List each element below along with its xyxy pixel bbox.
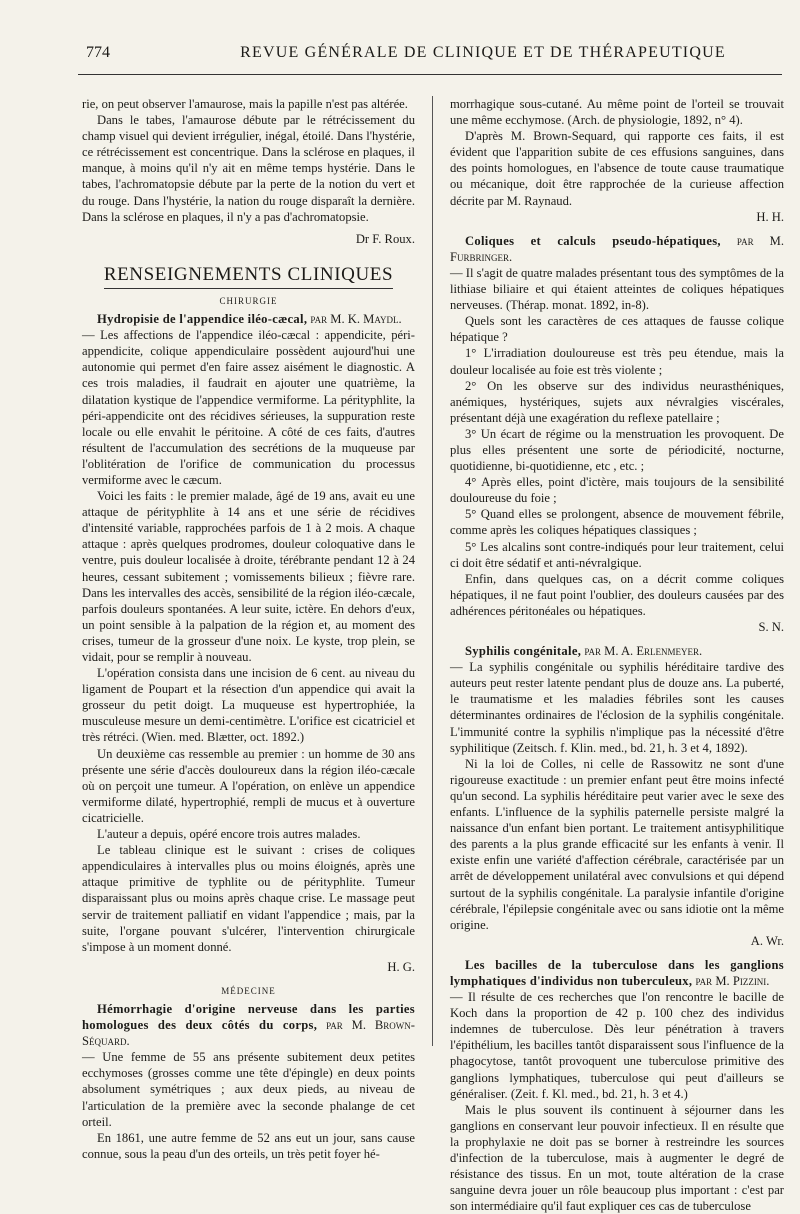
signature: Dr F. Roux. — [355, 231, 415, 246]
article-title: Hémorrhagie d'origine nerveuse dans les parties homologues des deux côtés du corps, — [82, 1001, 415, 1033]
paragraph: Dans le tabes, l'amaurose débute par le rétrécissement du champ visuel qui devient irrégulier, inégal, étoilé. Dans l'hystérie, ce rétrécissement est concentrique. Dans la sclérose en plaques, il manque, à moins qu'il n'y ait en même temps hystérie. Dans le tabes, l'achromatopsie débute par la perte de la notion du vert et du rouge. Dans l'hystérie, la nation du rouge disparaît la dernière. Dans la sclérose en plaques, il n'y a pas d'achromatopsie. — [82, 113, 415, 224]
paragraph: L'auteur a depuis, opéré encore trois autres malades. — [97, 827, 361, 842]
article-lead — [450, 643, 784, 659]
list-item: 5° Quand elles se prolongent, absence de mouvement fébrile, comme après les coliques hépatiques classiques ; — [450, 507, 784, 538]
left-column — [82, 96, 415, 1161]
paragraph: — La syphilis congénitale ou syphilis héréditaire tardive des auteurs peut rester latente pendant plus de douze ans. La puberté, le traumatisme et les maladies fébriles sont les causes déterminantes ordinaires de l'éclosion de la syphilis congénitale. L'immunité contre la syphilis n'implique pas la nécessité d'être syphilitique (Zeitsch. f. Klin. med., bd. 21, h. 3 et 4, 1892). — [450, 660, 784, 755]
paragraph: L'opération consista dans une incision de 6 cent. au niveau du ligament de Poupart et la résection d'un appendice qui avait la grosseur du petit doigt. La muqueuse est hypertrophiée, la musculeuse mesure un demi-centimètre. L'orifice est cicatriciel et très rétréci. (Wien. med. Blætter, oct. 1892.) — [82, 666, 415, 745]
list-item: 1° L'irradiation douloureuse est très peu étendue, mais la douleur localisée au foie est très violente ; — [450, 346, 784, 377]
article-byline: par M. Furbringer. — [450, 233, 785, 264]
category-label: CHIRURGIE — [219, 295, 278, 306]
paragraph: Ni la loi de Colles, ni celle de Rassowitz ne sont d'une rigoureuse exactitude : un premier enfant peut être moins infecté qu'un second. La syphilis héréditaire peut varier avec le sexe des enfants. L'influence de la syphilis paternelle persiste malgré la naissance d'un enfant bien portant. Le traitement antisyphilitique des parents a la plus grande efficacité sur les enfants à venir. Il existe enfin une variété d'affection cérébrale, caractérisée par un arrêt de développement unilatéral avec convulsions et qui dépend surtout de la syphilis congénitale. La paralysie infantile d'origine cérébrale, l'épilepsie congénitale avec ou sans idiotie ont la même origine. — [450, 756, 784, 932]
article-lead — [82, 1001, 415, 1049]
right-column — [450, 96, 785, 1214]
running-title: REVUE GÉNÉRALE DE CLINIQUE ET DE THÉRAPEUTIQUE — [240, 44, 726, 61]
column-divider — [432, 96, 433, 1046]
paragraph: — Une femme de 55 ans présente subitement deux petites ecchymoses (grosses comme une tête d'épingle) en deux points absolument symétriques ; aux deux pieds, au niveau de l'articulation de la première avec la seconde phalange de cet orteil. — [82, 1050, 415, 1129]
paragraph: — Il s'agit de quatre malades présentant tous des symptômes de la lithiase biliaire et qui étaient atteintes de coliques hépatiques nerveuses. (Thérap. monat. 1892, in-8). — [450, 265, 784, 313]
list-item: 4° Après elles, point d'ictère, mais toujours de la sensibilité douloureuse du foie ; — [450, 475, 784, 506]
article-byline: par M. Brown-Séquard. — [82, 1018, 415, 1049]
list-item: 5° Les alcalins sont contre-indiqués pour leur traitement, celui ci doit être sédatif et anti-névralgique. — [450, 539, 784, 570]
article-title: Hydropisie de l'appendice iléo-cæcal, — [97, 312, 308, 327]
section-title — [82, 263, 415, 285]
paragraph: Le tableau clinique est le suivant : crises de coliques appendiculaires à intervalles plus ou moins éloignés, après une attaque primitive de typhlite ou de pérityphlite. Tumeur disparaissant plus ou moins après chaque crise. Le massage peut servir de traitement palliatif en vidant l'appendice ; mais, par la suite, l'organe pouvant s'ulcérer, l'intervention chirurgicale s'impose à un moment donné. — [82, 843, 415, 954]
article-title: Syphilis congénitale, — [465, 644, 582, 659]
paragraph: Voici les faits : le premier malade, âgé de 19 ans, avait eu une attaque de pérityphlite à 14 ans et une série de récidives d'intensité variable, rapprochées parfois de 1 à 2 mois. A chaque attaque : après quelques prodromes, douleur coloquative dans le ventre, puis douleur localisée à droite, térébrante pendant 12 à 24 heures, cessant subitement ; vomissements bilieux ; fièvre rare. Dans les intervalles des accès, sensibilité de la région iléo-cæcale, parfois douleurs spontanées. A leur suite, ictère. En dehors d'eux, un point sensible à la palpation de la région et, au moment des crises, tumeur de la grosseur d'une noix. Le kyste, trop plein, se vidait, pour se remplir à nouveau. — [82, 489, 415, 664]
paragraph: Enfin, dans quelques cas, on a décrit comme coliques hépatiques, il ne faut point l'oublier, des douleurs causées par des adhérences péritonéales ou hépatiques. — [450, 571, 784, 618]
paragraph: morrhagique sous-cutané. Au même point de l'orteil se trouvait une même ecchymose. (Arch. de physiologie, 1892, n° 4). — [450, 97, 784, 128]
list-item: 2° On les observe sur des individus neurasthéniques, anémiques, hystériques, sujets aux névralgies viscérales, présentant déjà une exagération du reflexe patellaire ; — [450, 378, 784, 425]
article-byline: par M. K. Maydl. — [307, 312, 402, 327]
paragraph: Quels sont les caractères de ces attaques de fausse colique hépatique ? — [450, 314, 784, 345]
page-header — [78, 44, 778, 68]
article-byline: par M. Pizzini. — [692, 973, 770, 988]
section-title-text: RENSEIGNEMENTS CLINIQUES — [104, 264, 393, 289]
paragraph: Mais le plus souvent ils continuent à séjourner dans les ganglions en conservant leur pouvoir infectieux. Il en résulte que la prophylaxie ne doit pas se borner à restreindre les sources d'infection de la tuberculose, mais à augmenter le degré de résistance des tissus. En un mot, toute altération de la crase sanguine devra jouer un rôle beaucoup plus important : c'est par son intermédiaire qu'il faut expliquer ces cas de tuberculose — [450, 1102, 784, 1214]
category-label: MÉDECINE — [221, 985, 276, 996]
signature: H. H. — [756, 209, 784, 224]
article-title: Coliques et calculs pseudo-hépatiques, — [465, 233, 721, 248]
article-lead — [450, 957, 784, 989]
signature: H. G. — [387, 959, 415, 974]
article-title: Les bacilles de la tuberculose dans les ganglions lymphatiques d'individus non tuberculeux, — [450, 957, 784, 988]
page-number: 774 — [86, 44, 110, 61]
article-byline: par M. A. Erlenmeyer. — [581, 644, 703, 659]
paragraph: rie, on peut observer l'amaurose, mais la papille n'est pas altérée. — [82, 97, 408, 111]
paragraph: — Les affections de l'appendice iléo-cæcal : appendicite, péri-appendicite, colique appendiculaire possèdent aujourd'hui une autonomie qui permet d'en faire assez aisément le diagnostic. A ces trois maladies, il faudrait en ajouter une quatrième, la dilatation kystique de l'appendice vermiforme. La pérityphlite, la péri-appendicite ont des récidives sérieuses, la suppuration reste locale ou elle envahit le péritoine. A côté de ces faits, d'autres résultent de l'accumulation des secrétions de la muqueuse par l'oblitération de l'orifice de communication du processus vermiforme avec le cæcum. — [82, 328, 415, 487]
signature: S. N. — [758, 620, 784, 634]
paragraph: En 1861, une autre femme de 52 ans eut un jour, sans cause connue, sous la peau d'un des orteils, un très petit foyer hé- — [82, 1130, 415, 1161]
paragraph: — Il résulte de ces recherches que l'on rencontre le bacille de Koch dans la proportion de 42 p. 100 chez des individus indemnes de tuberculose. Dès leur pénétration à travers l'épithélium, les bacilles tantôt disparaissent sous l'influence de la phagocytose, tantôt provoquent une tuberculose primitive des ganglions lymphatiques, tuberculose qui peut d'ailleurs se généraliser. (Zeit. f. Kl. med., bd. 21, h. 3 et 4.) — [450, 990, 784, 1101]
paragraph: Un deuxième cas ressemble au premier : un homme de 30 ans présente une série d'accès douloureux dans la région iléo-cæcale où on perçoit une tumeur. A l'opération, on enlève un appendice vermiforme dilaté, hypertrophié, rempli de mucus et à ouverture cicatricielle. — [82, 746, 415, 825]
article-lead — [450, 233, 784, 265]
paragraph: D'après M. Brown-Sequard, qui rapporte ces faits, il est évident que l'apparition subite de ces effusions sanguines, dans des points homologues, en l'absence de toute cause traumatique ou mécanique, doit être rapprochée de la curieuse affection décrite par M. Raynaud. — [450, 129, 784, 208]
article-lead — [82, 311, 415, 327]
header-rule — [78, 74, 782, 75]
list-item: 3° Un écart de régime ou la menstruation les provoquent. De plus elles présentent une sorte de périodicité, nocturne, quotidienne, bi-quotidienne, etc , etc. ; — [450, 426, 784, 474]
signature: A. Wr. — [750, 933, 784, 948]
